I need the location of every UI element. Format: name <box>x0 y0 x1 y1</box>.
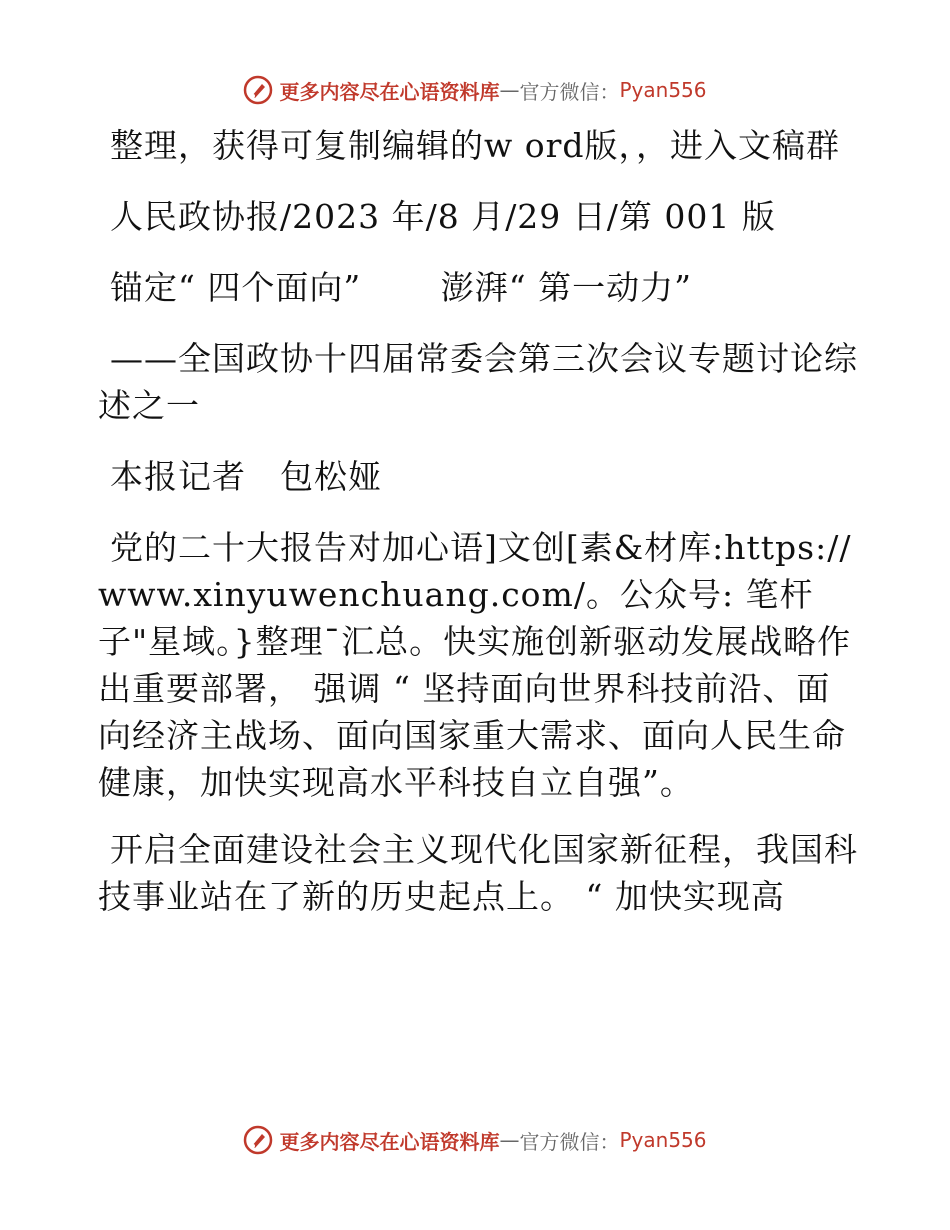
pen-nib-logo-icon <box>243 1125 273 1155</box>
source-line: 人民政协报/2023 年/8 月/29 日/第 001 版 <box>110 197 776 236</box>
watermark-site-text: 更多内容尽在心语资料库 <box>279 1129 500 1154</box>
body-paragraph: 党的二十大报告对加心语]文创[素&材库:https://www.xinyuwenchuang.com/。公众号: 笔杆子"星域。}整理¯汇总。快实施创新驱动发展战略作出重要部署， 强调 “ 坚持面向世界科技前沿、面向经济主战场、面向国家重大需求、面向人民生命健康，加快实现高水平科技自立自强”。 <box>98 528 852 802</box>
pen-nib-logo-icon <box>243 75 273 105</box>
watermark-site-text: 更多内容尽在心语资料库 <box>279 79 500 104</box>
intro-paragraph: 整理，获得可复制编辑的w ord版，，进入文稿群 <box>110 126 841 165</box>
watermark-wechat-id: Pyan556 <box>619 1128 707 1152</box>
watermark-wechat-label: 官方微信： <box>519 79 620 104</box>
watermark-separator: — <box>499 78 520 102</box>
watermark-wechat-label: 官方微信： <box>519 1129 620 1154</box>
article-title: 锚定“ 四个面向” 澎湃“ 第一动力” <box>110 268 692 307</box>
article-subtitle: ——全国政协十四届常委会第三次会议专题讨论综述之一 <box>98 339 858 425</box>
watermark-footer <box>0 1122 950 1158</box>
author-line: 本报记者 包松娅 <box>110 457 382 496</box>
body-paragraph: 开启全面建设社会主义现代化国家新征程，我国科技事业站在了新的历史起点上。 “ 加快实现高 <box>98 830 858 916</box>
document-body <box>98 122 858 944</box>
watermark-separator: — <box>499 1128 520 1152</box>
watermark-wechat-id: Pyan556 <box>619 78 707 102</box>
watermark-header <box>0 72 950 108</box>
